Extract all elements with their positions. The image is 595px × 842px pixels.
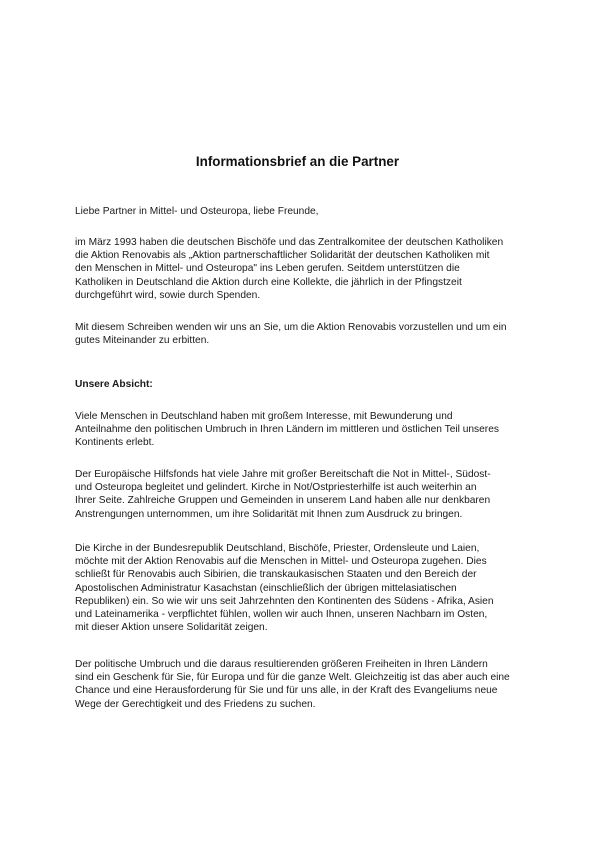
paragraph-line: Mit diesem Schreiben wenden wir uns an Sie, um die Aktion Renovabis vorzustellen und um ein: [75, 322, 507, 333]
paragraph-line: und Osteuropa begleitet und gelindert. Kirche in Not/Ostpriesterhilfe ist auch weiterhin an: [75, 482, 477, 494]
paragraph-line: Der politische Umbruch und die daraus resultierenden größeren Freiheiten in Ihren Ländern: [75, 659, 488, 670]
paragraph-line: Apostolischen Administratur Kasachstan (einschließlich der übrigen mittelasiatischen: [75, 582, 457, 594]
paragraph-line: mit dieser Aktion unsere Solidarität zeigen.: [75, 622, 268, 634]
paragraph-line: Chance und eine Herausforderung für Sie und für uns alle, in der Kraft des Evangeliums neue: [75, 685, 498, 697]
paragraph-line: sind ein Geschenk für Sie, für Europa und für die ganze Welt. Gleichzeitig ist das aber auch eine: [75, 672, 510, 684]
paragraph-line: gutes Miteinander zu erbitten.: [75, 335, 210, 347]
paragraph-line: Viele Menschen in Deutschland haben mit großem Interesse, mit Bewunderung und: [75, 411, 453, 422]
paragraph-line: Katholiken in Deutschland die Aktion durch eine Kollekte, die jährlich in der Pfingstzeit: [75, 276, 462, 288]
paragraph-line: die Aktion Renovabis als „Aktion partnerschaftlicher Solidarität der deutschen Katholiken mit: [75, 250, 490, 262]
paragraph-founding: [75, 236, 530, 302]
paragraph-line: und Lateinamerika - verpflichtet fühlen, wollen wir auch Ihnen, unseren Nachbarn im Osten,: [75, 609, 488, 621]
paragraph-line: den Menschen in Mittel- und Osteuropa" ins Leben gerufen. Seitdem unterstützen die: [75, 263, 460, 275]
paragraph-line: Republiken) ein. So wie wir uns seit Jahrzehnten den Kontinenten des Südens - Afrika, Asien: [75, 595, 494, 607]
paragraph-line: Der Europäische Hilfsfonds hat viele Jahre mit großer Bereitschaft die Not in Mittel-, Südost-: [75, 469, 491, 480]
paragraph-interest: [75, 410, 530, 450]
paragraph-line: im März 1993 haben die deutschen Bischöfe und das Zentralkomitee der deutschen Katholiken: [75, 237, 504, 248]
paragraph-line: möchte mit der Aktion Renovabis auf die Menschen in Mittel- und Osteuropa zugehen. Dies: [75, 556, 487, 568]
paragraph-line: schließt für Renovabis auch Sibirien, die transkaukasischen Staaten und den Bereich der: [75, 569, 477, 581]
paragraph-line: Anteilnahme den politischen Umbruch in Ihren Ländern im mittleren und östlichen Teil unseres: [75, 424, 499, 436]
paragraph-line: Anstrengungen unternommen, um ihre Solidarität mit Ihnen zum Ausdruck zu bringen.: [75, 508, 463, 520]
paragraph-purpose: [75, 321, 530, 347]
section-heading: Unsere Absicht:: [75, 379, 153, 390]
paragraph-line: Die Kirche in der Bundesrepublik Deutschland, Bischöfe, Priester, Ordensleute und Laien,: [75, 543, 480, 554]
paragraph-line: Ihrer Seite. Zahlreiche Gruppen und Gemeinden in unserem Land haben alle nur denkbaren: [75, 495, 491, 507]
salutation: [75, 205, 530, 218]
salutation-line: Liebe Partner in Mittel- und Osteuropa, liebe Freunde,: [75, 206, 319, 217]
paragraph-line: Wege der Gerechtigkeit und des Friedens zu suchen.: [75, 698, 316, 710]
paragraph-umbruch: [75, 658, 530, 711]
paragraph-line: Kontinents erlebt.: [75, 437, 155, 449]
document-title: Informationsbrief an die Partner: [195, 154, 400, 169]
paragraph-line: durchgeführt wird, sowie durch Spenden.: [75, 289, 261, 301]
paragraph-hilfsfonds: [75, 468, 530, 521]
paragraph-kirche: [75, 542, 530, 634]
